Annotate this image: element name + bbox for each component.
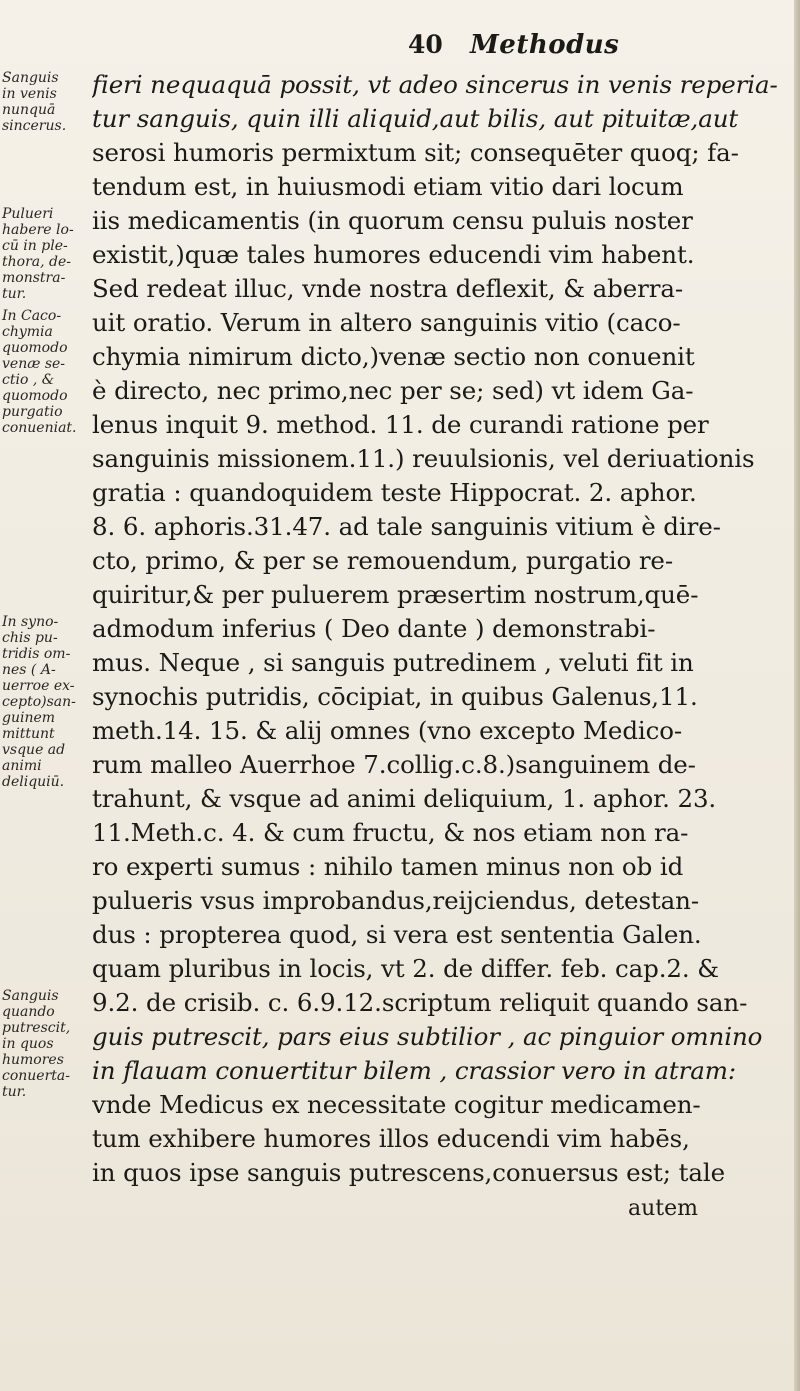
- text-line: tur sanguis, quin illi aliquid,aut bilis, aut pituitæ,aut: [92, 104, 739, 133]
- text-line: in flauam conuertitur bilem , crassior vero in atram:: [92, 1056, 737, 1085]
- margin-note-5: Sanguis quando putrescit, in quos humores conuerta- tur.: [2, 988, 71, 1100]
- text-line: admodum inferius ( Deo dante ) demonstrabi-: [92, 614, 656, 643]
- margin-note-4: In syno- chis pu- tridis om- nes ( A- uerroe ex- cepto)san- guinem mittunt vsque ad animi deliquiū.: [2, 614, 76, 790]
- text-line: in quos ipse sanguis putrescens,conuersus est; tale: [92, 1158, 726, 1187]
- text-line: tendum est, in huiusmodi etiam vitio dari locum: [92, 172, 684, 201]
- margin-note-3: In Caco- chymia quomodo venæ se- ctio , & quomodo purgatio conueniat.: [2, 308, 77, 436]
- page-edge-shadow: [794, 0, 800, 1391]
- text-line: rum malleo Auerrhoe 7.collig.c.8.)sanguinem de-: [92, 750, 696, 779]
- text-line: mus. Neque , si sanguis putredinem , veluti fit in: [92, 648, 694, 677]
- text-line: sanguinis missionem.11.) reuulsionis, vel deriuationis: [92, 444, 755, 473]
- text-line: iis medicamentis (in quorum censu puluis noster: [92, 206, 693, 235]
- page-header: [0, 30, 800, 60]
- text-line: serosi humoris permixtum sit; consequēter quoq; fa-: [92, 138, 739, 167]
- text-line: existit,)quæ tales humores educendi vim habent.: [92, 240, 695, 269]
- text-line: lenus inquit 9. method. 11. de curandi ratione per: [92, 410, 709, 439]
- text-line: fieri nequaquā possit, vt adeo sincerus in venis reperia-: [92, 70, 778, 99]
- margin-note-2: Pulueri habere lo- cū in ple- thora, de- monstra- tur.: [2, 206, 74, 302]
- text-line: 9.2. de crisib. c. 6.9.12.scriptum reliquit quando san-: [92, 988, 748, 1017]
- text-line: Sed redeat illuc, vnde nostra deflexit, & aberra-: [92, 274, 684, 303]
- text-line: meth.14. 15. & alij omnes (vno excepto Medico-: [92, 716, 683, 745]
- text-line: tum exhibere humores illos educendi vim habēs,: [92, 1124, 690, 1153]
- text-line: pulueris vsus improbandus,reijciendus, detestan-: [92, 886, 700, 915]
- text-line: synochis putridis, cōcipiat, in quibus Galenus,11.: [92, 682, 698, 711]
- text-line: uit oratio. Verum in altero sanguinis vitio (caco-: [92, 308, 681, 337]
- catchword: autem: [628, 1196, 699, 1221]
- text-line: quam pluribus in locis, vt 2. de differ. feb. cap.2. &: [92, 954, 720, 983]
- text-line: chymia nimirum dicto,)venæ sectio non conuenit: [92, 342, 695, 371]
- text-line: guis putrescit, pars eius subtilior , ac pinguior omnino: [92, 1022, 763, 1051]
- text-line: cto, primo, & per se remouendum, purgatio re-: [92, 546, 674, 575]
- running-title: Methodus: [470, 30, 620, 60]
- body-text: [92, 68, 792, 1388]
- text-line: ro experti sumus : nihilo tamen minus non ob id: [92, 852, 684, 881]
- text-line: vnde Medicus ex necessitate cogitur medicamen-: [92, 1090, 701, 1119]
- text-line: 8. 6. aphoris.31.47. ad tale sanguinis vitium è dire-: [92, 512, 721, 541]
- text-line: gratia : quandoquidem teste Hippocrat. 2. aphor.: [92, 478, 697, 507]
- text-line: 11.Meth.c. 4. & cum fructu, & nos etiam non ra-: [92, 818, 689, 847]
- page-number: 40: [408, 30, 443, 59]
- margin-notes: [2, 70, 92, 1380]
- text-line: dus : propterea quod, si vera est sententia Galen.: [92, 920, 702, 949]
- text-line: quiritur,& per puluerem præsertim nostrum,quē-: [92, 580, 699, 609]
- margin-note-1: Sanguis in venis nunquā sincerus.: [2, 70, 67, 134]
- text-line: trahunt, & vsque ad animi deliquium, 1. aphor. 23.: [92, 784, 717, 813]
- text-line: è directo, nec primo,nec per se; sed) vt idem Ga-: [92, 376, 694, 405]
